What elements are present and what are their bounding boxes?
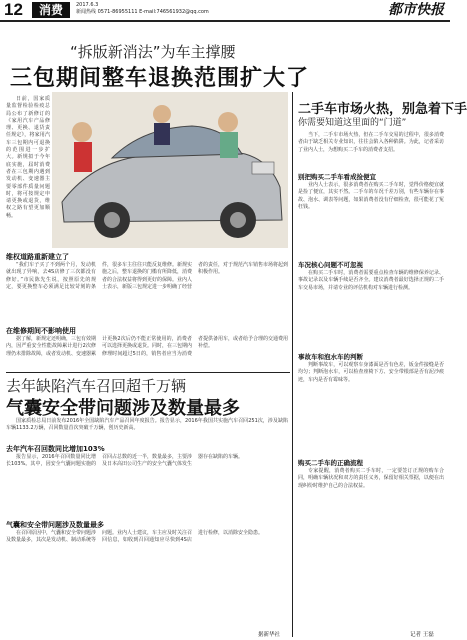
second-kicker: 去年缺陷汽车召回超千万辆 — [6, 377, 187, 395]
second-subhead-2: 气囊和安全带问题涉及数量最多 — [6, 521, 104, 529]
second-subhead-1: 去年汽车召回数同比增加103% — [6, 445, 105, 453]
column-divider — [292, 92, 293, 637]
newspaper-brand: 都市快报 — [388, 2, 444, 18]
right-body-4: 专家提醒，消费者购买二手车时，一定要签订正规的购车合同，明确车辆状况和双方的责任义务，保留好相关票据，以便在出现纠纷时维护自己的合法权益。 — [298, 468, 444, 489]
right-subhead-4: 购买二手车的正确流程 — [298, 459, 363, 467]
right-headline: 二手车市场火热，别急着下手 — [298, 102, 467, 117]
issue-date: 2017.6.3 — [76, 2, 99, 8]
section-label: 消费 — [32, 2, 70, 18]
right-subhead-3: 事故车和泡水车的判断 — [298, 353, 363, 361]
hotline-fax: 新闻热线 0571-86955111 E-mail:746561932@qq.com — [76, 9, 209, 15]
right-intro: 当下，二手车市场火热，但在二手车交易的过程中，很多消费者由于缺乏相关专业知识，往往会陷入各种陷阱。为此，记者采访了业内人士，为想购买二手车的消费者支招。 — [298, 132, 444, 153]
main-intro: 日前，国家质量监督检验检疫总局公布了新修订的《家用汽车产品修理、更换、退货责任规定》，将家用汽车三包期内可退换的范围进一步扩大。新规拟于今年底实施，届时消费者在三包期内遇到发动机、变速器主要零部件质量问题时，将可按规定申请更换或退货，维权之路有望更加顺畅。 — [6, 96, 50, 219]
main-body-1: “我们车子买了不到两个月，发动机就出现了异响，去4S店修了三次都没有修好。”市民陈先生说，按照原先的规定，要更换整车必须满足比较苛刻的条件，很多车主往往只能反复维修。新规实施之后，整车退换的门槛有所降低，消费者的合法权益将得到更好的保障。业内人士表示，新版三包规定进一步明确了经营者的责任，对于规范汽车销售市场将起到积极作用。 — [6, 262, 289, 290]
main-body-2: 据了解，新规定还明确，三包有效期内，因严重安全性能故障累计进行2次修理仍未排除故障，或者发动机、变速器累计更换2次后仍不能正常使用的，消费者可以选择更换或退货。同时，在三包期内修理时间超过5日的，销售者应当为消费者提供备用车，或者给予合理的交通费用补偿。 — [6, 336, 289, 357]
main-subhead-1: 维权道路重新建立了 — [6, 253, 69, 261]
main-headline: 三包期间整车退换范围扩大了 — [10, 66, 310, 91]
page-number: 12 — [4, 0, 23, 19]
right-subhead-1: 别把购买二手车看成捡便宜 — [298, 173, 376, 181]
right-subhead-2: 车况核心问题不可忽视 — [298, 261, 363, 269]
right-body-1: 业内人士表示，很多消费者在购买二手车时，觉得价格便宜就是捡了便宜，其实不然。二手车的车况千差万别，有些车辆存在事故、泡水、调表等问题，如果消费者没有仔细检查，很可能花了冤枉钱。 — [298, 182, 444, 210]
right-body-3: 判断事故车，可以观察车身漆面是否有色差，钣金件接缝是否均匀；判断泡水车，可以检查座椅下方、安全带根部是否有泥沙痕迹，车内是否有霉味等。 — [298, 362, 444, 383]
second-byline: 据新华社 — [258, 632, 281, 638]
page-header — [0, 0, 450, 22]
car-repair-illustration — [52, 92, 288, 248]
main-kicker: “拆版新消法”为车主撑腰 — [70, 43, 236, 61]
main-intro-column — [6, 96, 50, 246]
right-subtitle: 你需要知道这里面的“门道” — [298, 118, 407, 128]
right-byline: 记者 王磊 — [410, 632, 434, 638]
right-body-2: 在购买二手车时，消费者需要重点检查车辆的维修保养记录、事故记录以及车辆手续是否齐全。建议消费者最好选择正规的二手车交易市场，并请专业的评估机构对车辆进行检测。 — [298, 270, 444, 291]
second-headline: 气囊安全带问题涉及数量最多 — [6, 398, 240, 419]
main-subhead-2: 在维修期间不影响使用 — [6, 327, 76, 335]
second-lead: 国家质检总局日前发布2016年全国缺陷汽车产品召回年度报告。报告显示，2016年我国共实施汽车召回251次，涉及缺陷车辆1133.2万辆，召回数量首次突破千万辆，创历史新高。 — [6, 418, 288, 432]
second-body-1: 报告显示，2016年召回数量同比增长103%。其中，因安全气囊问题实施的召回占总数的近一半，数量最多，主要涉及日本高田公司生产的安全气囊气体发生器存在缺陷的车辆。 — [6, 454, 244, 468]
second-body-2: 在召回原因中，气囊和安全带问题涉及数量最多，其次是发动机、制动系统等问题。业内人士建议，车主应及时关注召回信息，如收到召回通知应尽快到4S店进行检修，以消除安全隐患。 — [6, 530, 264, 544]
section-divider — [6, 372, 290, 373]
